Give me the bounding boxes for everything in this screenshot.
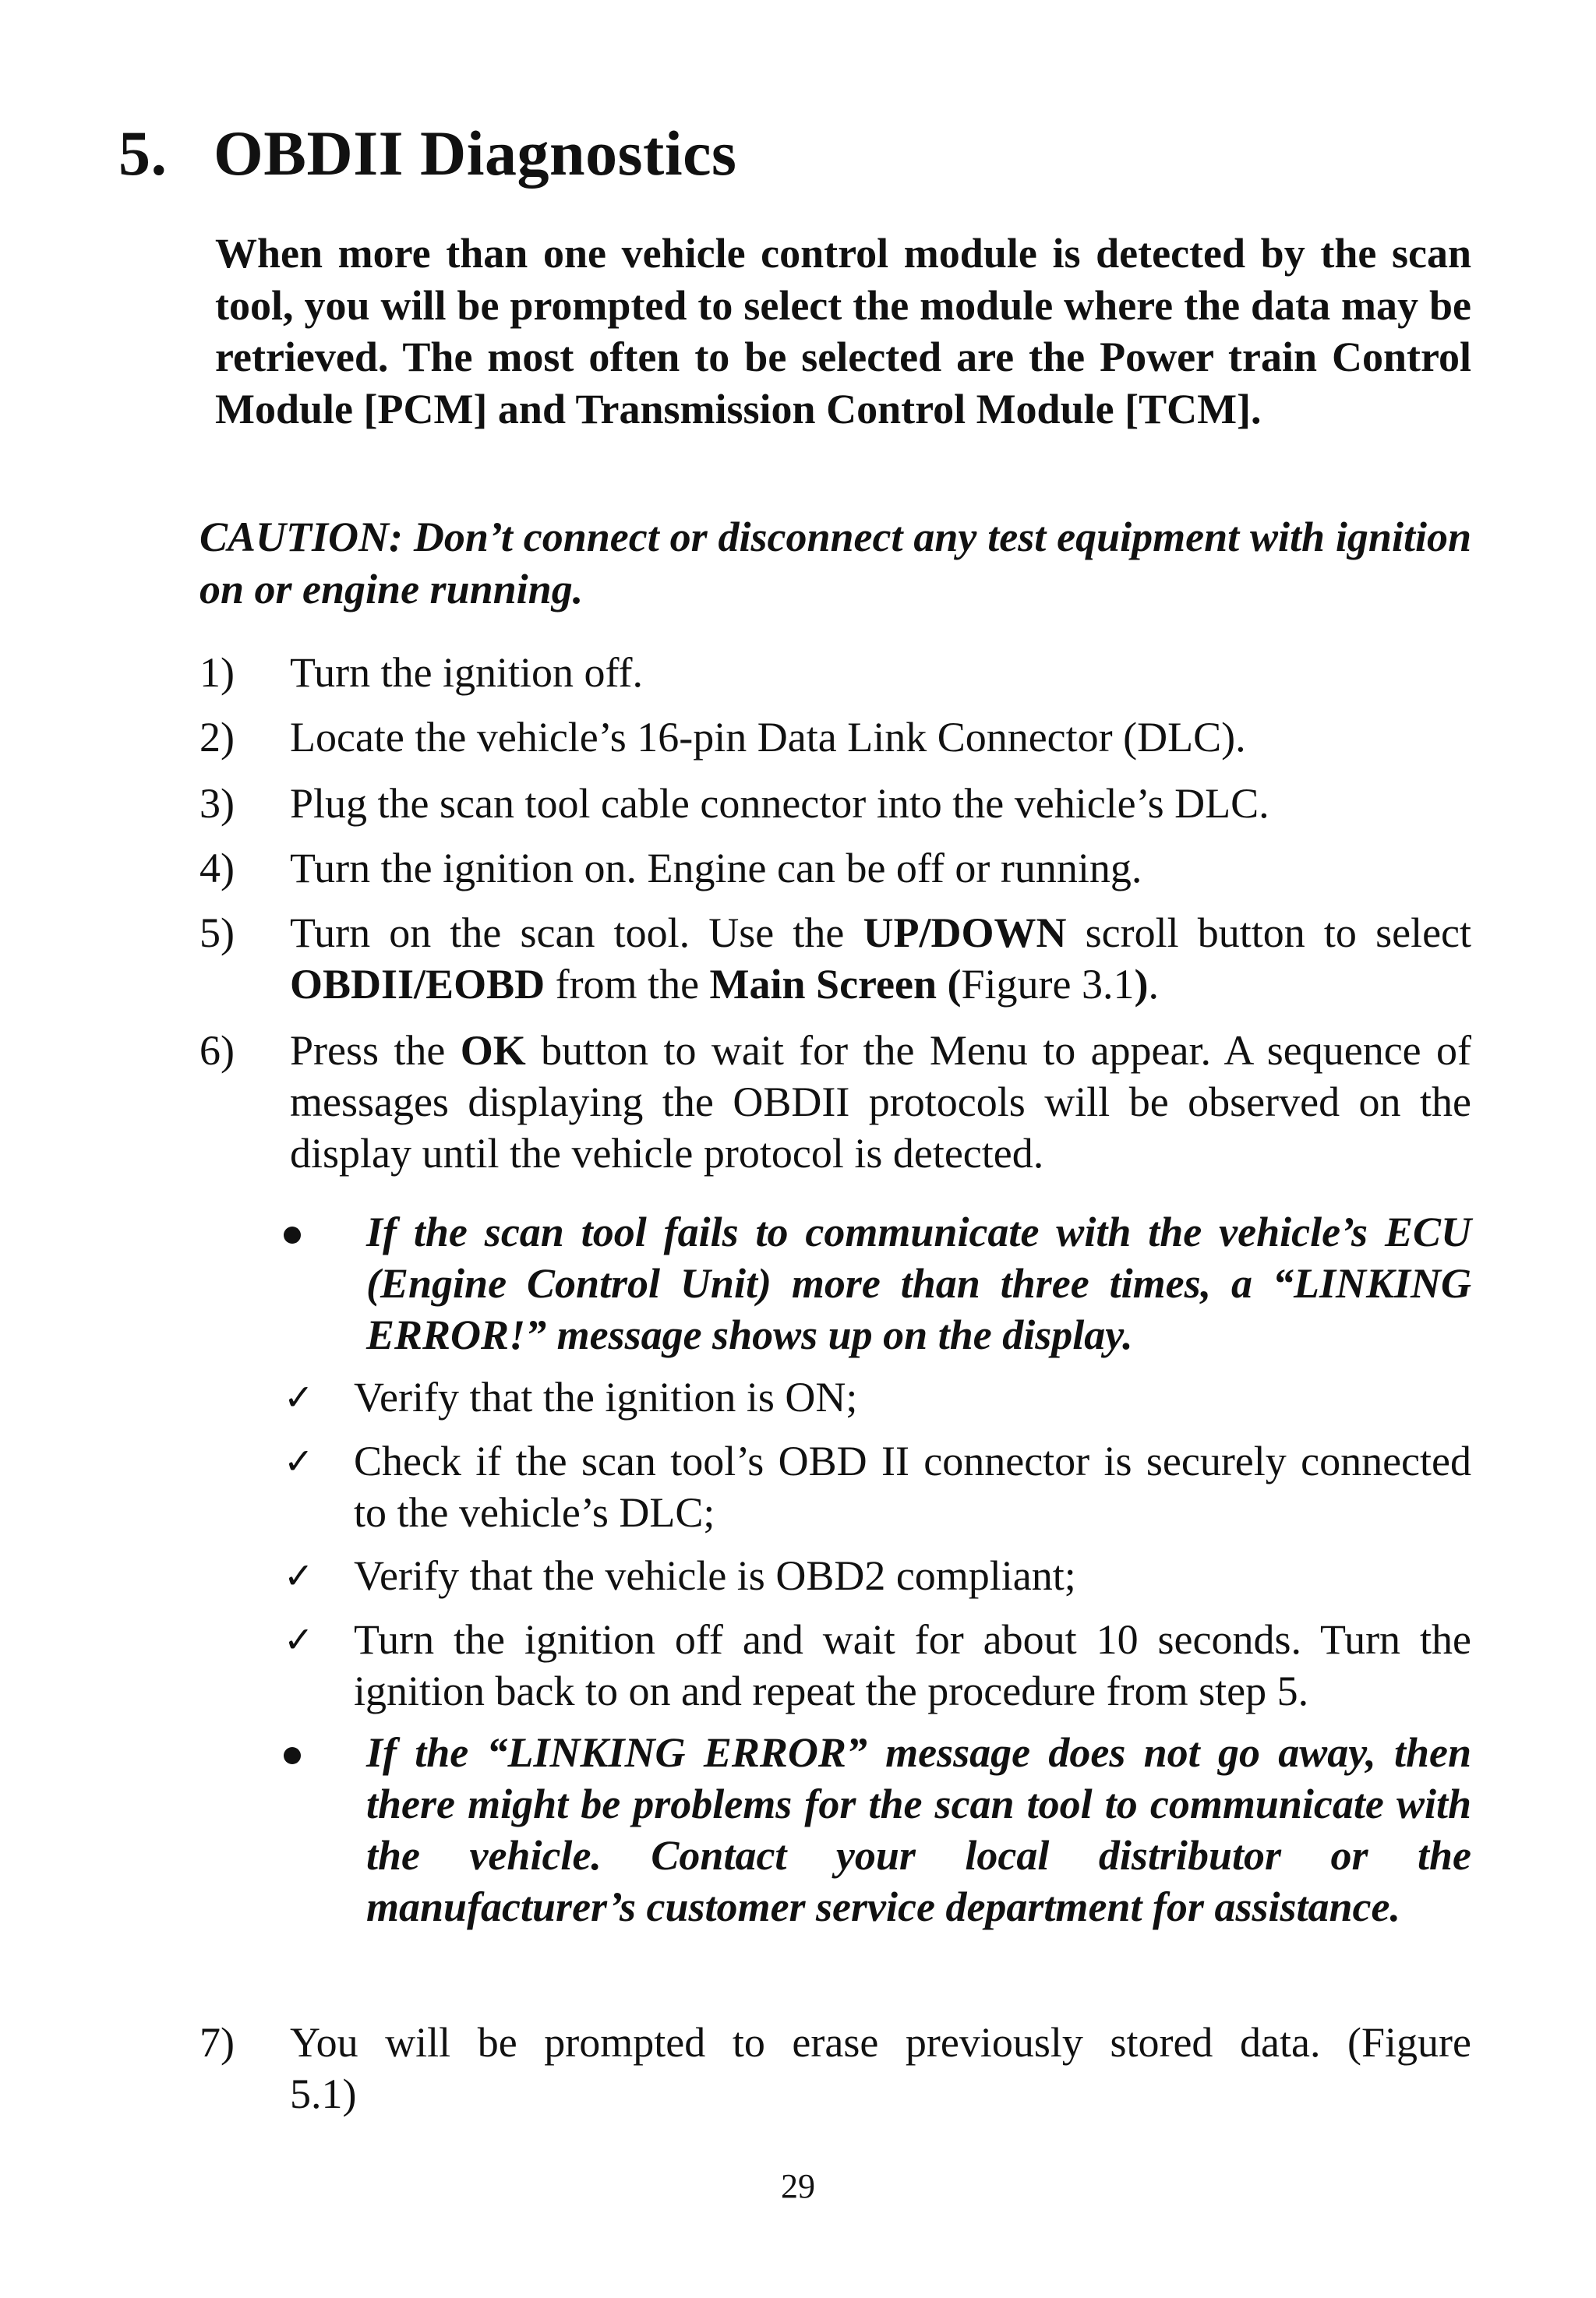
check-text: Verify that the vehicle is OBD2 compliant; xyxy=(354,1552,1076,1599)
step-marker: 3) xyxy=(200,780,235,827)
step-item xyxy=(200,2017,1471,2120)
section-heading xyxy=(118,117,736,190)
page-number: 29 xyxy=(781,2167,815,2205)
step-item xyxy=(200,647,1471,698)
check-text: Verify that the ignition is ON; xyxy=(354,1374,858,1421)
step-text-segment: scroll button to select xyxy=(1066,909,1472,956)
step-marker: 1) xyxy=(200,649,235,696)
step-marker: 2) xyxy=(200,714,235,761)
step-text: Plug the scan tool cable connector into the vehicle’s DLC. xyxy=(290,780,1269,827)
step-text xyxy=(290,907,1471,1010)
step-text-segment: ) xyxy=(1134,961,1149,1008)
warning-text: If the scan tool fails to communicate with the vehicle’s ECU (Engine Control Unit) more than three times, a “LINKING ERROR!” message shows up on the display. xyxy=(366,1209,1471,1358)
section-title: OBDII Diagnostics xyxy=(214,118,737,189)
step-marker: 4) xyxy=(200,845,235,891)
caution-note: CAUTION: Don’t connect or disconnect any test equipment with ignition on or engine running. xyxy=(200,514,1471,612)
step-item xyxy=(200,778,1471,829)
check-item xyxy=(284,1614,1471,1717)
step-item xyxy=(200,1025,1471,1179)
step-text-segment: . xyxy=(1148,961,1159,1008)
step-text: Locate the vehicle’s 16-pin Data Link Connector (DLC). xyxy=(290,714,1246,761)
figure-ref: Figure 3.1 xyxy=(961,961,1135,1008)
step-marker: 7) xyxy=(200,2019,235,2066)
check-item xyxy=(284,1435,1471,1538)
step-text-line: You will be prompted to erase previously stored data. (Figure xyxy=(290,2019,1471,2066)
step-item xyxy=(200,842,1471,894)
section-number: 5. xyxy=(118,118,168,189)
obdii-eobd-ref: OBDII/EOBD xyxy=(290,961,546,1008)
step-text-segment: Turn on the scan tool. Use the xyxy=(290,909,863,956)
checkmark-icon: ✓ xyxy=(284,1555,314,1597)
step-text: Turn the ignition on. Engine can be off or running. xyxy=(290,845,1142,891)
step-marker: 5) xyxy=(200,909,235,956)
check-text: Turn the ignition off and wait for about 10 seconds. Turn the ignition back to on and repeat the procedure from step 5. xyxy=(354,1616,1471,1714)
main-screen-ref: Main Screen ( xyxy=(709,961,962,1008)
check-item xyxy=(284,1550,1471,1601)
check-item xyxy=(284,1371,1471,1423)
bullet-icon xyxy=(284,1747,301,1764)
check-text: Check if the scan tool’s OBD II connector is securely connected to the vehicle’s DLC; xyxy=(354,1438,1471,1536)
step-text-segment: button to wait for the Menu to appear. A sequence of messages displaying the OBDII protocols will be observed on the display until the vehicle protocol is detected. xyxy=(290,1027,1471,1177)
step-item xyxy=(200,711,1471,763)
step-text-line: 5.1) xyxy=(290,2070,357,2117)
step-text xyxy=(290,2017,1471,2120)
intro-paragraph: When more than one vehicle control module is detected by the scan tool, you will be prompted to select the module where the data may be retrieved. The most often to be selected are the Power train Control Module [PCM] and Transmission Control Module [TCM]. xyxy=(215,230,1471,432)
step-text-segment: from the xyxy=(545,961,710,1008)
step-item xyxy=(200,907,1471,1010)
step-text xyxy=(290,1025,1471,1179)
step-marker: 6) xyxy=(200,1027,235,1074)
checkmark-icon: ✓ xyxy=(284,1618,314,1661)
step-text: Turn the ignition off. xyxy=(290,649,644,696)
warning-text: If the “LINKING ERROR” message does not go away, then there might be problems for the scan tool to communicate with the vehicle. Contact your local distributor or the manufacturer’s customer service department for assistance. xyxy=(366,1729,1471,1930)
warning-bullet-item xyxy=(284,1206,1471,1361)
bullet-icon xyxy=(284,1227,301,1244)
checkmark-icon: ✓ xyxy=(284,1440,314,1482)
ok-button-ref: OK xyxy=(460,1027,526,1074)
up-down-button-ref: UP/DOWN xyxy=(863,909,1067,956)
step-text-segment: Press the xyxy=(290,1027,461,1074)
checkmark-icon: ✓ xyxy=(284,1376,314,1418)
warning-bullet-item xyxy=(284,1727,1471,1933)
